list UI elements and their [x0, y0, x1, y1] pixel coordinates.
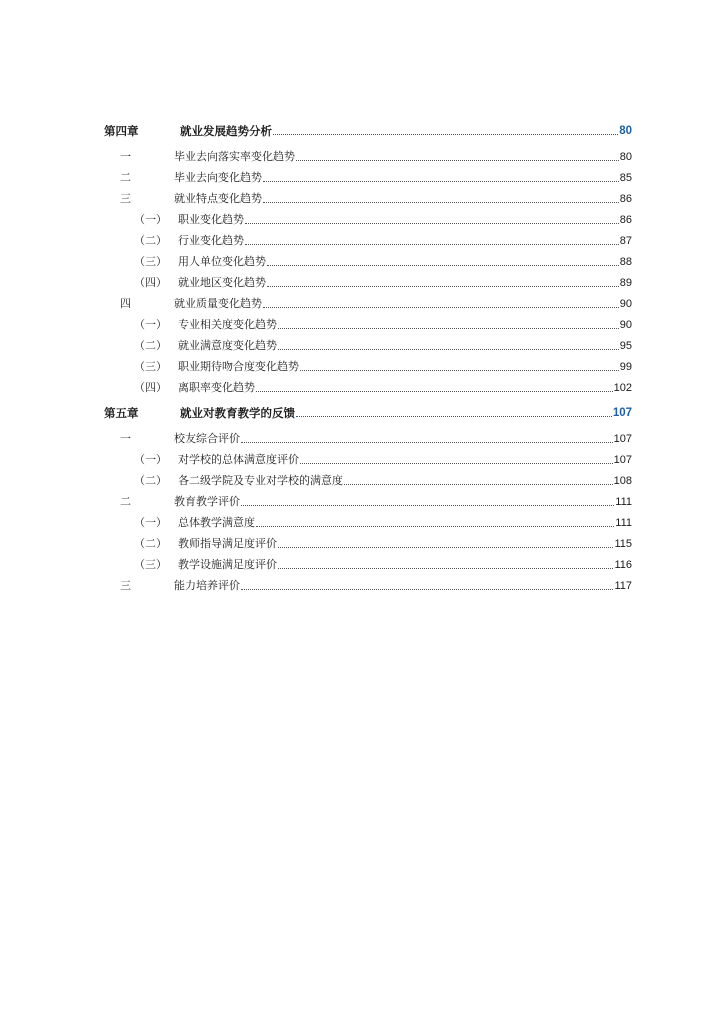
toc-entry-title: 能力培养评价: [174, 579, 240, 592]
toc-entry-page-number: 107: [613, 454, 632, 466]
toc-entry-page-number: 86: [619, 214, 632, 226]
toc-entry-page-number: 107: [612, 407, 632, 419]
toc-entry-number: 三: [120, 192, 131, 205]
toc-entry-number: 三: [120, 579, 131, 592]
dot-leader: [278, 328, 619, 329]
toc-entry[interactable]: [104, 453, 632, 467]
dot-leader: [300, 463, 613, 464]
dot-leader: [273, 134, 618, 135]
dot-leader: [245, 244, 619, 245]
toc-entry-page-number: 80: [619, 151, 632, 163]
toc-entry-title: 就业满意度变化趋势: [178, 339, 277, 352]
toc-entry-page-number: 108: [613, 475, 632, 487]
toc-entry-title: 职业变化趋势: [178, 213, 244, 226]
toc-entry-number: （一）: [134, 318, 167, 331]
toc-entry[interactable]: [104, 234, 632, 248]
toc-entry-title: 职业期待吻合度变化趋势: [178, 360, 299, 373]
toc-entry-page-number: 99: [619, 361, 632, 373]
toc-entry-title: 毕业去向变化趋势: [174, 171, 262, 184]
toc-chapter-entry[interactable]: [104, 124, 632, 138]
toc-entry-number: 二: [120, 171, 131, 184]
toc-entry-title: 就业地区变化趋势: [178, 276, 266, 289]
toc-entry-number: （二）: [134, 234, 167, 247]
toc-entry-title: 教育教学评价: [174, 495, 240, 508]
toc-entry-title: 教师指导满足度评价: [178, 537, 277, 550]
toc-entry[interactable]: [104, 474, 632, 488]
toc-entry-number: 四: [120, 297, 131, 310]
dot-leader: [241, 589, 613, 590]
toc-entry-title: 离职率变化趋势: [178, 381, 255, 394]
dot-leader: [263, 307, 619, 308]
toc-entry-title: 毕业去向落实率变化趋势: [174, 150, 295, 163]
toc-entry[interactable]: [104, 381, 632, 395]
toc-entry-title: 对学校的总体满意度评价: [178, 453, 299, 466]
toc-entry-number: （三）: [134, 360, 167, 373]
toc-entry-page-number: 95: [619, 340, 632, 352]
dot-leader: [278, 547, 613, 548]
dot-leader: [241, 442, 613, 443]
toc-entry-number: （二）: [134, 339, 167, 352]
dot-leader: [344, 484, 613, 485]
toc-entry[interactable]: [104, 171, 632, 185]
toc-entry[interactable]: [104, 360, 632, 374]
toc-entry-number: （一）: [134, 516, 167, 529]
toc-entry[interactable]: [104, 537, 632, 551]
toc-entry-number: （二）: [134, 537, 167, 550]
toc-entry-number: （一）: [134, 213, 167, 226]
toc-entry-page-number: 111: [615, 496, 632, 508]
dot-leader: [241, 505, 614, 506]
toc-entry[interactable]: [104, 516, 632, 530]
toc-entry[interactable]: [104, 192, 632, 206]
toc-entry[interactable]: [104, 432, 632, 446]
toc-entry-number: 第四章: [104, 124, 139, 138]
toc-entry-page-number: 89: [619, 277, 632, 289]
toc-entry-number: （三）: [134, 558, 167, 571]
toc-entry-number: （一）: [134, 453, 167, 466]
toc-entry-title: 就业质量变化趋势: [174, 297, 262, 310]
toc-entry[interactable]: [104, 558, 632, 572]
dot-leader: [263, 181, 619, 182]
toc-entry-number: （二）: [134, 474, 167, 487]
dot-leader: [245, 223, 619, 224]
toc-entry[interactable]: [104, 255, 632, 269]
dot-leader: [296, 160, 619, 161]
toc-entry-page-number: 90: [619, 298, 632, 310]
toc-entry-page-number: 116: [614, 559, 632, 571]
dot-leader: [256, 391, 613, 392]
toc-entry-title: 用人单位变化趋势: [178, 255, 266, 268]
toc-entry-title: 总体教学满意度: [178, 516, 255, 529]
toc-entry[interactable]: [104, 276, 632, 290]
toc-entry-title: 教学设施满足度评价: [178, 558, 277, 571]
toc-entry-page-number: 87: [619, 235, 632, 247]
toc-entry-title: 就业对教育教学的反馈: [180, 406, 295, 420]
toc-entry-page-number: 85: [619, 172, 632, 184]
dot-leader: [278, 349, 619, 350]
toc-entry-page-number: 117: [614, 580, 632, 592]
toc-entry-number: 二: [120, 495, 131, 508]
toc-entry-title: 就业发展趋势分析: [180, 124, 272, 138]
toc-entry-number: 一: [120, 150, 131, 163]
toc-entry-number: 第五章: [104, 406, 139, 420]
toc-entry-title: 就业特点变化趋势: [174, 192, 262, 205]
toc-entry[interactable]: [104, 339, 632, 353]
toc-entry-page-number: 111: [615, 517, 632, 529]
toc-entry-title: 各二级学院及专业对学校的满意度: [178, 474, 343, 487]
toc-entry-title: 专业相关度变化趋势: [178, 318, 277, 331]
dot-leader: [278, 568, 613, 569]
dot-leader: [267, 286, 619, 287]
toc-entry-page-number: 88: [619, 256, 632, 268]
toc-entry-title: 行业变化趋势: [178, 234, 244, 247]
toc-entry[interactable]: [104, 150, 632, 164]
toc-entry-page-number: 80: [619, 125, 632, 137]
toc-entry-number: （四）: [134, 276, 167, 289]
toc-entry[interactable]: [104, 579, 632, 593]
toc-entry[interactable]: [104, 297, 632, 311]
dot-leader: [256, 526, 614, 527]
toc-entry[interactable]: [104, 495, 632, 509]
toc-entry-page-number: 90: [619, 319, 632, 331]
toc-entry-number: 一: [120, 432, 131, 445]
toc-entry[interactable]: [104, 213, 632, 227]
toc-entry-page-number: 107: [613, 433, 632, 445]
toc-entry-number: （三）: [134, 255, 167, 268]
dot-leader: [300, 370, 619, 371]
dot-leader: [296, 416, 612, 417]
toc-entry[interactable]: [104, 318, 632, 332]
toc-entry-page-number: 115: [614, 538, 632, 550]
dot-leader: [263, 202, 619, 203]
toc-entry-page-number: 86: [619, 193, 632, 205]
toc-chapter-entry[interactable]: [104, 406, 632, 420]
dot-leader: [267, 265, 619, 266]
toc-entry-number: （四）: [134, 381, 167, 394]
toc-entry-title: 校友综合评价: [174, 432, 240, 445]
toc-entry-page-number: 102: [613, 382, 632, 394]
